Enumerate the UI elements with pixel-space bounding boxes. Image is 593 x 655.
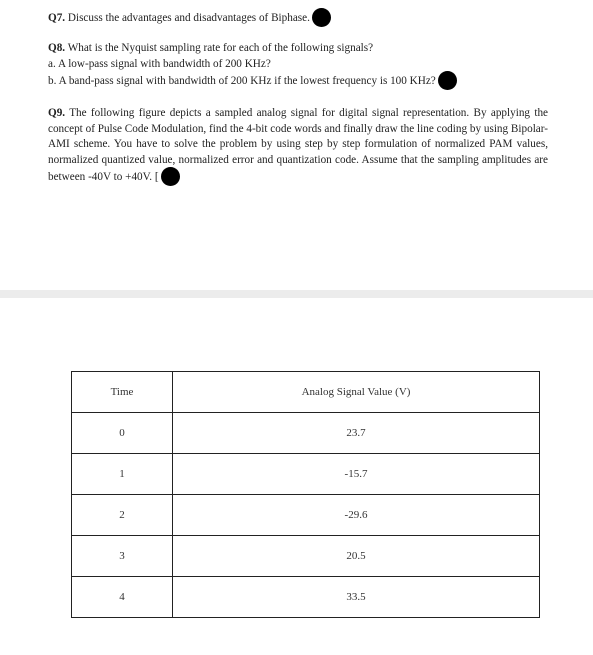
redaction-mark bbox=[161, 167, 180, 186]
cell-value: 33.5 bbox=[173, 577, 540, 618]
cell-value: -15.7 bbox=[173, 454, 540, 495]
question-9 bbox=[48, 106, 548, 187]
table-row bbox=[72, 577, 540, 618]
cell-value: -29.6 bbox=[173, 495, 540, 536]
table-row bbox=[72, 413, 540, 454]
table-header-row bbox=[72, 372, 540, 413]
redaction-mark bbox=[312, 8, 331, 27]
question-8-text: What is the Nyquist sampling rate for each of the following signals? bbox=[65, 42, 374, 54]
cell-time: 0 bbox=[72, 413, 173, 454]
cell-time: 3 bbox=[72, 536, 173, 577]
question-8-part-b: b. A band-pass signal with bandwidth of 200 KHz if the lowest frequency is 100 KHz? bbox=[48, 75, 436, 88]
signal-table bbox=[71, 371, 540, 618]
table-row bbox=[72, 495, 540, 536]
question-9-number: Q9. bbox=[48, 107, 66, 119]
question-7-number: Q7. bbox=[48, 12, 66, 25]
table-row bbox=[72, 454, 540, 495]
question-7 bbox=[48, 9, 331, 28]
redaction-mark bbox=[438, 71, 457, 90]
question-7-text: Discuss the advantages and disadvantages of Biphase. bbox=[65, 12, 310, 25]
cell-time: 4 bbox=[72, 577, 173, 618]
header-time: Time bbox=[72, 372, 173, 413]
cell-time: 2 bbox=[72, 495, 173, 536]
header-analog-value: Analog Signal Value (V) bbox=[173, 372, 540, 413]
cell-value: 20.5 bbox=[173, 536, 540, 577]
question-8-part-a: a. A low-pass signal with bandwidth of 200 KHz? bbox=[48, 57, 271, 70]
cell-value: 23.7 bbox=[173, 413, 540, 454]
table-row bbox=[72, 536, 540, 577]
section-divider bbox=[0, 290, 593, 298]
question-8 bbox=[48, 41, 457, 91]
question-sheet bbox=[0, 0, 593, 290]
question-9-text: The following figure depicts a sampled analog signal for digital signal representation. By applying the concept of Pulse Code Modulation, find the 4-bit code words and finally draw the line coding by using Bipolar-AMI scheme. You have to solve the problem by using step by step formulation of normalized PAM values, normalized quantized value, normalized error and quantization code. Assume that the sampling amplitudes are between -40V to +40V. [ bbox=[48, 107, 548, 184]
cell-time: 1 bbox=[72, 454, 173, 495]
question-8-number: Q8. bbox=[48, 42, 66, 54]
